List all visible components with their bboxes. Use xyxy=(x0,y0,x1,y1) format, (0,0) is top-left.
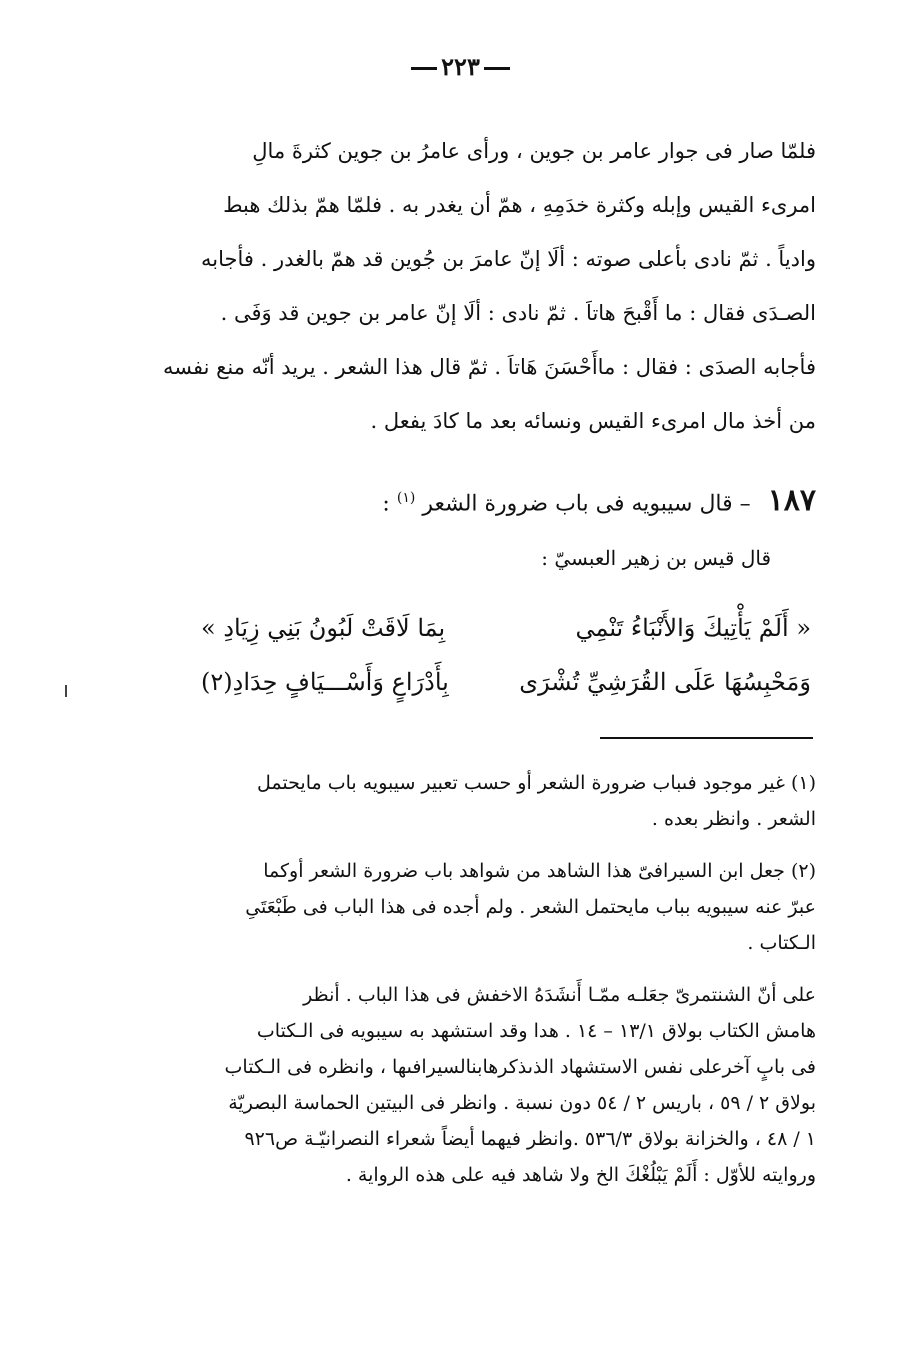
footnote-line: على أنّ الشنتمرىّ جعَلـه ممّـا أَنشَدَهُ الاخفش فى هذا الباب . أنظر xyxy=(303,984,816,1006)
verse-first-hemistich: « أَلَمْ يَأْتِيكَ وَالأَنْبَاءُ تَنْمِي xyxy=(575,614,811,642)
page-number-dash-left xyxy=(411,67,437,70)
footnote-line: عبرّ عنه سيبويه بباب مايحتمل الشعر . ولم أجده فى هذا الباب فى طَبْعَتَىِ xyxy=(245,896,816,918)
footnote-line: (٢) جعل ابن السيرافىّ هذا الشاهد من شواهد باب ضرورة الشعر أوكما xyxy=(263,860,816,882)
footnote xyxy=(156,765,816,837)
entry-number: ١٨٧ xyxy=(767,483,816,519)
body-line: فلمّا صار فى جوار عامر بن جوين ، ورأى عامرُ بن جوين كثرةَ مالِ xyxy=(252,139,816,163)
entry-heading xyxy=(136,468,816,528)
footnote xyxy=(156,977,816,1193)
footnote-line: بولاق ٢ / ٥٩ ، باريس ٢ / ٥٤ دون نسبة . وانظر فى البيتين الحماسة البصريّة xyxy=(228,1092,816,1114)
footnote-mark: (١) xyxy=(396,490,416,506)
footnote-divider xyxy=(600,737,813,739)
page-number xyxy=(0,52,921,81)
footnote-line: الـكتاب . xyxy=(747,932,816,954)
verse-first-hemistich: وَمَحْبِسُهَا عَلَى القُرَشِيِّ تُشْرَى xyxy=(519,668,811,696)
body-line: من أخذ مال امرىء القيس ونسائه بعد ما كادَ يفعل . xyxy=(370,409,816,433)
body-text xyxy=(156,124,816,448)
verse-line xyxy=(201,602,811,654)
footnote-line: الشعر . وانظر بعده . xyxy=(651,808,816,830)
body-line: فأجابه الصدَى : فقال : ماأَحْسَنَ هَاتاَ . ثمّ قال هذا الشعر . يريد أنّه منع نفسه xyxy=(163,355,816,379)
entry-trail: : xyxy=(382,491,390,517)
page-number-dash-right xyxy=(484,67,510,70)
footnote-line: (١) غير موجود فىباب ضرورة الشعر أو حسب تعبير سيبويه باب مايحتمل xyxy=(257,772,816,794)
margin-mark xyxy=(65,685,67,697)
poet-intro: قال قيس بن زهير العبسيّ : xyxy=(541,546,771,570)
footnote-line: وروايته للأوّل : أَلَمْ يَبْلُغْكَ الخ ولا شاهد فيه على هذه الرواية . xyxy=(345,1164,816,1186)
footnotes xyxy=(156,765,816,1193)
footnote-line: ١ / ٤٨ ، والخزانة بولاق ٥٣٦/٣ .وانظر فيهما أيضاً شعراء النصرانيّـة ص٩٢٦ xyxy=(244,1128,816,1150)
page-number-text: ٢٢٣ xyxy=(441,52,480,81)
footnote-line: هامش الكتاب بولاق ١٣/١ – ١٤ . هدا وقد استشهد به سيبويه فى الـكتاب xyxy=(256,1020,816,1042)
verse-second-hemistich: بِأَدْرَاعٍ وَأَسْـــيَافٍ حِدَادِ(٢) xyxy=(201,668,449,696)
footnote-line: فى بابٍ آخرعلى نفس الاستشهاد الذىذكرهابنالسيرافىها ، وانظره فى الـكتاب xyxy=(224,1056,816,1078)
footnote xyxy=(156,853,816,961)
entry-text: – قال سيبويه فى باب ضرورة الشعر xyxy=(422,491,751,517)
body-line: وادياً . ثمّ نادى بأعلى صوته : ألَا إنّ عامرَ بن جُوين قد همّ بالغدر . فأجابه xyxy=(201,247,816,271)
body-line: امرىء القيس وإبله وكثرة خدَمِهِ ، همّ أن يغدر به . فلمّا همّ بذلك هبط xyxy=(223,193,816,217)
verse-second-hemistich: بِمَا لَاقَتْ لَبُونُ بَنِي زِيَادِ » xyxy=(201,614,446,642)
body-line: الصـدَى فقال : ما أَقْبحَ هاتاَ . ثمّ نادى : ألَا إنّ عامر بن جوين قد وَفَى . xyxy=(220,301,816,325)
verse-line xyxy=(201,656,811,708)
